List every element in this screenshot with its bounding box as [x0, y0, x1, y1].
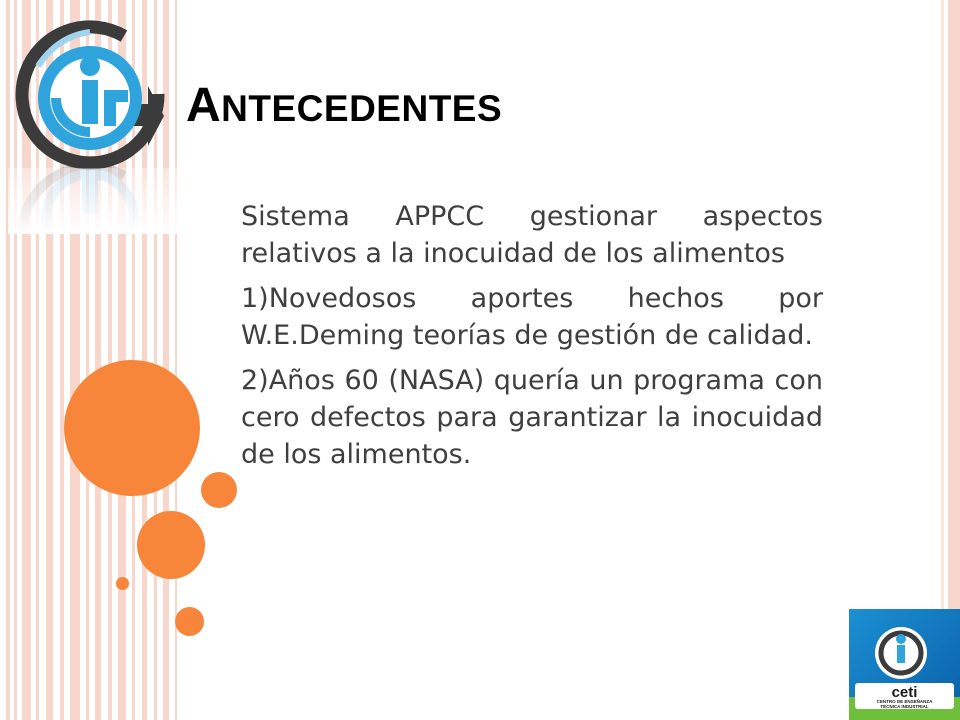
ceti-logo [849, 609, 960, 720]
slide-content [241, 198, 823, 481]
ceti-logo-subtitle-2: TÉCNICA INDUSTRIAL [880, 704, 929, 709]
decorative-circle [116, 577, 129, 590]
decorative-circle [175, 607, 204, 636]
title-rest: NTECEDENTES [221, 88, 503, 129]
ceti-logo-dot [896, 634, 906, 644]
paragraph: 1)Novedosos aportes hechos por W.E.Deming teorías de gestión de calidad. [241, 283, 823, 351]
page-title [186, 78, 502, 133]
ceti-logo-letter [897, 645, 905, 663]
decorative-circle [201, 472, 237, 508]
logo-dot [80, 56, 100, 76]
decorative-circle [64, 360, 200, 496]
paragraph: 2)Años 60 (NASA) quería un programa con cero defectos para garantizar la inocuidad de los alimentos. [241, 365, 823, 470]
logo-letter-i [82, 80, 98, 124]
paragraph: Sistema APPCC gestionar aspectos relativos a la inocuidad de los alimentos [241, 201, 823, 269]
ceti-logo-name: ceti [891, 684, 918, 701]
ceti-logo-subtitle-1: CENTRO DE ENSEÑANZA [876, 699, 933, 704]
gti-logo-icon [8, 6, 180, 234]
decorative-circle [137, 511, 205, 579]
title-initial: A [186, 79, 222, 132]
